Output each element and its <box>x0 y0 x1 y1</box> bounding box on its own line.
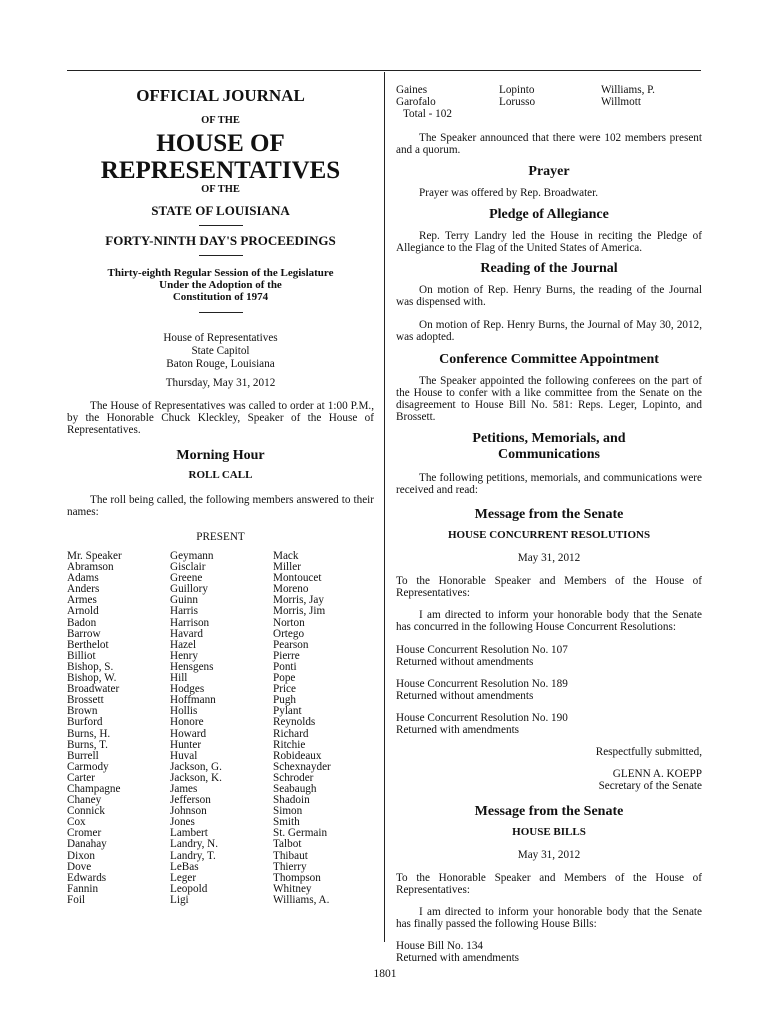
message-salutation: To the Honorable Speaker and Members of the House of Representatives: <box>396 575 702 599</box>
masthead-rule <box>199 255 243 256</box>
member-name: James <box>170 782 198 795</box>
item-title: House Concurrent Resolution No. 189 <box>396 678 568 690</box>
item-title: House Bill No. 134 <box>396 940 484 952</box>
reading-text: On motion of Rep. Henry Burns, the reading of the Journal was dispensed with. <box>396 284 702 308</box>
member-name: Dixon <box>67 849 95 862</box>
member-name: Smith <box>273 816 300 829</box>
masthead-rule <box>199 312 243 313</box>
member-name: Anders <box>67 583 100 596</box>
prayer-text: Prayer was offered by Rep. Broadwater. <box>419 187 599 199</box>
member-name: Billiot <box>67 649 96 662</box>
member-name: Broadwater <box>67 683 120 696</box>
member-name: Pylant <box>273 705 302 718</box>
of-the-label: OF THE <box>201 115 240 126</box>
message-body: I am directed to inform your honorable body that the Senate has concurred in the following House Concurrent Resolutions: <box>396 609 702 633</box>
pledge-text: Rep. Terry Landry led the House in reciting the Pledge of Allegiance to the Flag of the United States of America. <box>396 230 702 254</box>
member-name: Hunter <box>170 738 202 751</box>
member-name: Landry, N. <box>170 838 219 851</box>
section-heading: Reading of the Journal <box>480 261 618 276</box>
message-item <box>396 940 702 964</box>
member-name: Leger <box>170 871 197 884</box>
session-date: Thursday, May 31, 2012 <box>165 377 276 389</box>
message-item <box>396 712 702 736</box>
member-name: Hodges <box>170 683 205 696</box>
member-name: Fannin <box>67 882 99 895</box>
day-title: FORTY-NINTH DAY'S PROCEEDINGS <box>105 233 336 248</box>
member-name: Hensgens <box>170 660 214 673</box>
member-name: Ponti <box>273 660 297 673</box>
house-title-line2: REPRESENTATIVES <box>100 157 341 184</box>
masthead-rule <box>199 225 243 226</box>
message-item <box>396 644 702 668</box>
member-name: Harris <box>170 605 198 618</box>
member-name: Pope <box>273 672 296 685</box>
member-name: Robideaux <box>273 749 322 762</box>
item-title: House Concurrent Resolution No. 107 <box>396 644 568 656</box>
member-name: Thompson <box>273 871 321 884</box>
member-name: Shadoin <box>273 794 310 807</box>
member-name: Williams, A. <box>273 893 330 906</box>
member-name: Leopold <box>170 882 208 895</box>
location-line: Baton Rouge, Louisiana <box>166 358 275 370</box>
member-name: Burford <box>67 716 103 729</box>
member-name: Pierre <box>273 649 300 662</box>
quorum-text: The Speaker announced that there were 102 members present and a quorum. <box>396 132 702 156</box>
message-subheading: HOUSE BILLS <box>512 826 586 838</box>
member-name: Barrow <box>67 627 101 640</box>
message-date: May 31, 2012 <box>517 849 581 861</box>
member-name: Talbot <box>273 838 302 851</box>
member-name: Bishop, W. <box>67 672 117 685</box>
roll-total: Total - 102 <box>403 108 452 120</box>
member-name: Berthelot <box>67 638 109 651</box>
member-name: Brown <box>67 705 98 718</box>
item-status: Returned without amendments <box>396 656 534 668</box>
member-name: Hollis <box>170 705 198 718</box>
member-name: Mr. Speaker <box>67 550 122 562</box>
page-number: 1801 <box>373 968 397 980</box>
roll-col-3 <box>273 551 374 906</box>
message-subheading: HOUSE CONCURRENT RESOLUTIONS <box>447 529 651 541</box>
message-salutation: To the Honorable Speaker and Members of the House of Representatives: <box>396 872 702 896</box>
section-heading: Morning Hour <box>176 448 265 463</box>
member-name: Willmott <box>601 96 641 108</box>
member-name: Gaines <box>396 84 428 96</box>
member-name: Burrell <box>67 749 99 762</box>
member-name: Garofalo <box>396 96 436 108</box>
member-name: Champagne <box>67 782 121 795</box>
member-name: Montoucet <box>273 572 322 585</box>
member-name: Price <box>273 683 296 696</box>
of-the-label-2: OF THE <box>201 184 240 195</box>
state-title: STATE OF LOUISIANA <box>151 203 290 218</box>
roll-col-2 <box>170 551 273 906</box>
member-name: Simon <box>273 805 303 818</box>
roll-col-3 <box>601 84 702 108</box>
member-name: Jefferson <box>170 794 211 807</box>
section-heading: Message from the Senate <box>474 507 624 522</box>
column-divider <box>384 72 385 942</box>
section-heading: Pledge of Allegiance <box>489 207 609 222</box>
reading-text: On motion of Rep. Henry Burns, the Journal of May 30, 2012, was adopted. <box>396 319 702 343</box>
member-name: Pugh <box>273 694 297 707</box>
member-name: Chaney <box>67 794 102 807</box>
message-body: I am directed to inform your honorable body that the Senate has finally passed the following House Bills: <box>396 906 702 930</box>
member-name: Thibaut <box>273 849 308 862</box>
roll-call-intro: The roll being called, the following members answered to their names: <box>67 494 374 518</box>
item-status: Returned without amendments <box>396 690 534 702</box>
member-name: Seabaugh <box>273 782 317 795</box>
member-name: Edwards <box>67 871 107 884</box>
top-rule <box>67 70 701 71</box>
member-name: Greene <box>170 572 203 585</box>
section-heading: Message from the Senate <box>474 804 624 819</box>
section-heading: Conference Committee Appointment <box>439 352 659 367</box>
member-name: Honore <box>170 716 204 729</box>
member-name: Burns, H. <box>67 727 111 740</box>
message-date: May 31, 2012 <box>517 552 581 564</box>
item-title: House Concurrent Resolution No. 190 <box>396 712 568 724</box>
member-name: Lambert <box>170 827 208 840</box>
member-name: Richard <box>273 727 309 740</box>
session-line: Under the Adoption of the <box>159 279 282 291</box>
member-name: LeBas <box>170 860 199 873</box>
member-name: Hazel <box>170 638 197 651</box>
location-line: House of Representatives <box>163 332 278 344</box>
roll-col-1 <box>67 551 170 906</box>
member-name: Williams, P. <box>601 84 655 96</box>
member-name: Ortego <box>273 627 305 640</box>
member-name: Whitney <box>273 882 312 895</box>
member-name: Ritchie <box>273 738 306 751</box>
session-line: Constitution of 1974 <box>172 291 269 303</box>
member-name: Howard <box>170 727 207 740</box>
member-name: Arnold <box>67 605 99 618</box>
message-item <box>396 678 702 702</box>
member-name: Geymann <box>170 550 214 562</box>
roll-call-list <box>67 551 374 906</box>
member-name: Cox <box>67 816 86 829</box>
member-name: Schroder <box>273 771 314 784</box>
member-name: Carter <box>67 771 95 784</box>
closing: Respectfully submitted, <box>595 746 702 758</box>
member-name: Burns, T. <box>67 738 108 751</box>
member-name: Miller <box>273 561 301 574</box>
call-to-order: The House of Representatives was called to order at 1:00 P.M., by the Honorable Chuck Kleckley, Speaker of the House of Representatives. <box>67 400 374 436</box>
member-name: Pearson <box>273 638 309 651</box>
item-status: Returned with amendments <box>396 724 520 736</box>
session-line: Thirty-eighth Regular Session of the Legislature <box>107 267 334 279</box>
roll-call-heading: ROLL CALL <box>188 469 253 481</box>
member-name: Gisclair <box>170 561 206 574</box>
member-name: Norton <box>273 616 305 629</box>
member-name: Morris, Jay <box>273 594 324 607</box>
roll-col-2 <box>499 84 601 108</box>
member-name: Reynolds <box>273 716 316 729</box>
left-column <box>67 80 374 906</box>
house-title-line1: HOUSE OF <box>156 130 285 157</box>
signer-title: Secretary of the Senate <box>598 780 702 792</box>
member-name: Connick <box>67 805 105 818</box>
section-heading: Petitions, Memorials, and <box>472 431 626 446</box>
member-name: Hoffmann <box>170 694 216 707</box>
member-name: Havard <box>170 627 203 640</box>
journal-title: OFFICIAL JOURNAL <box>136 86 305 105</box>
location-line: State Capitol <box>191 345 250 357</box>
member-name: Landry, T. <box>170 849 216 862</box>
member-name: Jackson, K. <box>170 771 222 784</box>
member-name: Jones <box>170 816 195 829</box>
member-name: Johnson <box>170 805 207 818</box>
petitions-text: The following petitions, memorials, and communications were received and read: <box>396 472 702 496</box>
member-name: Guillory <box>170 583 208 596</box>
member-name: Thierry <box>273 860 307 873</box>
member-name: Lopinto <box>499 84 535 96</box>
member-name: Cromer <box>67 827 102 840</box>
present-label: PRESENT <box>196 531 245 543</box>
member-name: Dove <box>67 860 92 873</box>
member-name: Jackson, G. <box>170 760 222 773</box>
section-heading: Prayer <box>528 164 570 179</box>
member-name: Armes <box>67 594 97 607</box>
member-name: Brossett <box>67 694 104 707</box>
member-name: Hill <box>170 672 188 685</box>
right-column <box>396 84 702 964</box>
member-name: Harrison <box>170 616 210 629</box>
member-name: Bishop, S. <box>67 660 114 673</box>
member-name: Lorusso <box>499 96 536 108</box>
member-name: Foil <box>67 893 86 906</box>
section-heading: Communications <box>498 447 600 462</box>
member-name: Adams <box>67 572 99 585</box>
member-name: Carmody <box>67 760 109 773</box>
item-status: Returned with amendments <box>396 952 520 964</box>
member-name: Huval <box>170 749 198 762</box>
roll-col-1 <box>396 84 499 108</box>
member-name: Mack <box>273 550 299 562</box>
member-name: Danahay <box>67 838 107 851</box>
member-name: Ligi <box>170 893 189 906</box>
roll-call-continued <box>396 84 702 108</box>
member-name: Henry <box>170 649 198 662</box>
member-name: Guinn <box>170 594 198 607</box>
member-name: Abramson <box>67 561 114 574</box>
member-name: Morris, Jim <box>273 605 326 618</box>
member-name: St. Germain <box>273 827 328 840</box>
member-name: Badon <box>67 616 97 629</box>
member-name: Moreno <box>273 583 309 596</box>
signer-name: GLENN A. KOEPP <box>612 768 702 780</box>
conference-text: The Speaker appointed the following conferees on the part of the House to confer with a like committee from the Senate on the disagreement to House Bill No. 581: Reps. Leger, Lopinto, and Brossett. <box>396 375 702 423</box>
member-name: Schexnayder <box>273 760 331 773</box>
